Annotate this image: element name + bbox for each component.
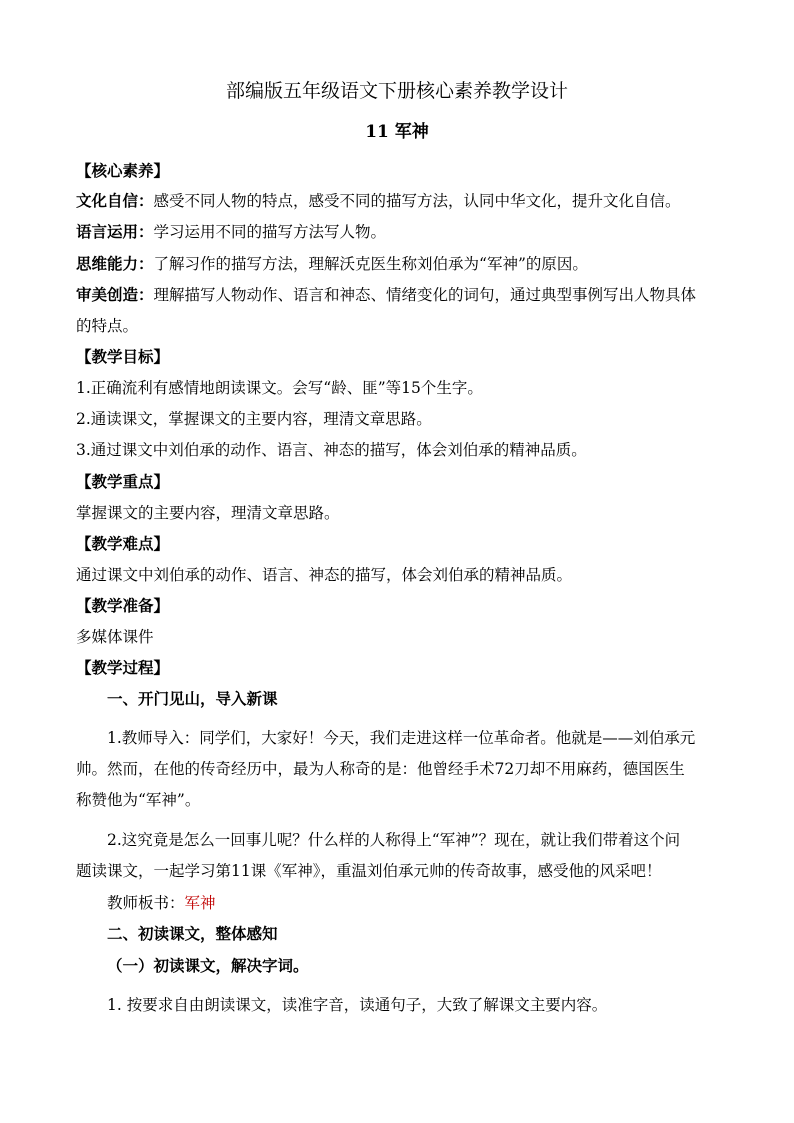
lesson-title: 11 军神 <box>365 122 429 142</box>
paragraph-line: 题读课文，一起学习第11课《军神》，重温刘伯承元帅的传奇故事，感受他的风采吧！ <box>76 862 662 880</box>
document-title: 部编版五年级语文下册核心素养教学设计 <box>225 80 568 102</box>
item-label: 审美创造： <box>76 285 154 304</box>
paragraph-line: 称赞他为“军神”。 <box>76 791 201 809</box>
goal-item: 3.通过课文中刘伯承的动作、语言、神态的描写，体会刘伯承的精神品质。 <box>76 441 587 459</box>
core-literacy-item <box>76 253 726 275</box>
board-writing <box>107 892 726 914</box>
key-points-text: 掌握课文的主要内容，理清文章思路。 <box>76 504 340 522</box>
section2-subtitle: （一）初读课文，解决字词。 <box>107 956 309 975</box>
core-literacy-item <box>76 221 726 243</box>
core-literacy-heading: 【核心素养】 <box>76 161 170 180</box>
preparation-heading: 【教学准备】 <box>76 596 170 615</box>
item-text: 理解描写人物动作、语言和神态、情绪变化的词句，通过典型事例写出人物具体 <box>153 286 697 304</box>
paragraph-line: 2.这究竟是怎么一回事儿呢？什么样的人称得上“军神”？现在，就让我们带着这个问 <box>107 831 681 849</box>
goal-item: 2.通读课文，掌握课文的主要内容，理清文章思路。 <box>76 410 432 428</box>
item-label: 语言运用： <box>76 222 154 241</box>
goal-item: 1.正确流利有感情地朗读课文。会写“龄、匪”等15个生字。 <box>76 379 483 397</box>
difficulties-text: 通过课文中刘伯承的动作、语言、神态的描写，体会刘伯承的精神品质。 <box>76 566 573 584</box>
board-text: 军神 <box>184 894 216 912</box>
section1-title: 一、开门见山，导入新课 <box>107 689 278 708</box>
core-literacy-item-continued: 的特点。 <box>76 317 139 335</box>
key-points-heading: 【教学重点】 <box>76 472 170 491</box>
paragraph-line: 1.教师导入：同学们，大家好！今天，我们走进这样一位革命者。他就是——刘伯承元 <box>107 729 696 747</box>
item-text: 了解习作的描写方法，理解沃克医生称刘伯承为“军神”的原因。 <box>153 255 588 273</box>
item-text: 学习运用不同的描写方法写人物。 <box>153 223 387 241</box>
process-heading: 【教学过程】 <box>76 658 170 677</box>
section2-title: 二、初读课文，整体感知 <box>107 924 278 943</box>
item-text: 感受不同人物的特点，感受不同的描写方法，认同中华文化，提升文化自信。 <box>153 192 681 210</box>
core-literacy-item <box>76 284 726 306</box>
paragraph-line: 帅。然而，在他的传奇经历中，最为人称奇的是：他曾经手术72刀却不用麻药，德国医生 <box>76 760 685 778</box>
core-literacy-item <box>76 190 726 212</box>
difficulties-heading: 【教学难点】 <box>76 534 170 553</box>
section2-item: 1. 按要求自由朗读课文，读准字音，读通句子，大致了解课文主要内容。 <box>107 996 608 1014</box>
board-label: 教师板书： <box>107 894 185 912</box>
goals-heading: 【教学目标】 <box>76 347 170 366</box>
item-label: 思维能力： <box>76 254 154 273</box>
item-label: 文化自信： <box>76 191 154 210</box>
preparation-text: 多媒体课件 <box>76 628 154 646</box>
